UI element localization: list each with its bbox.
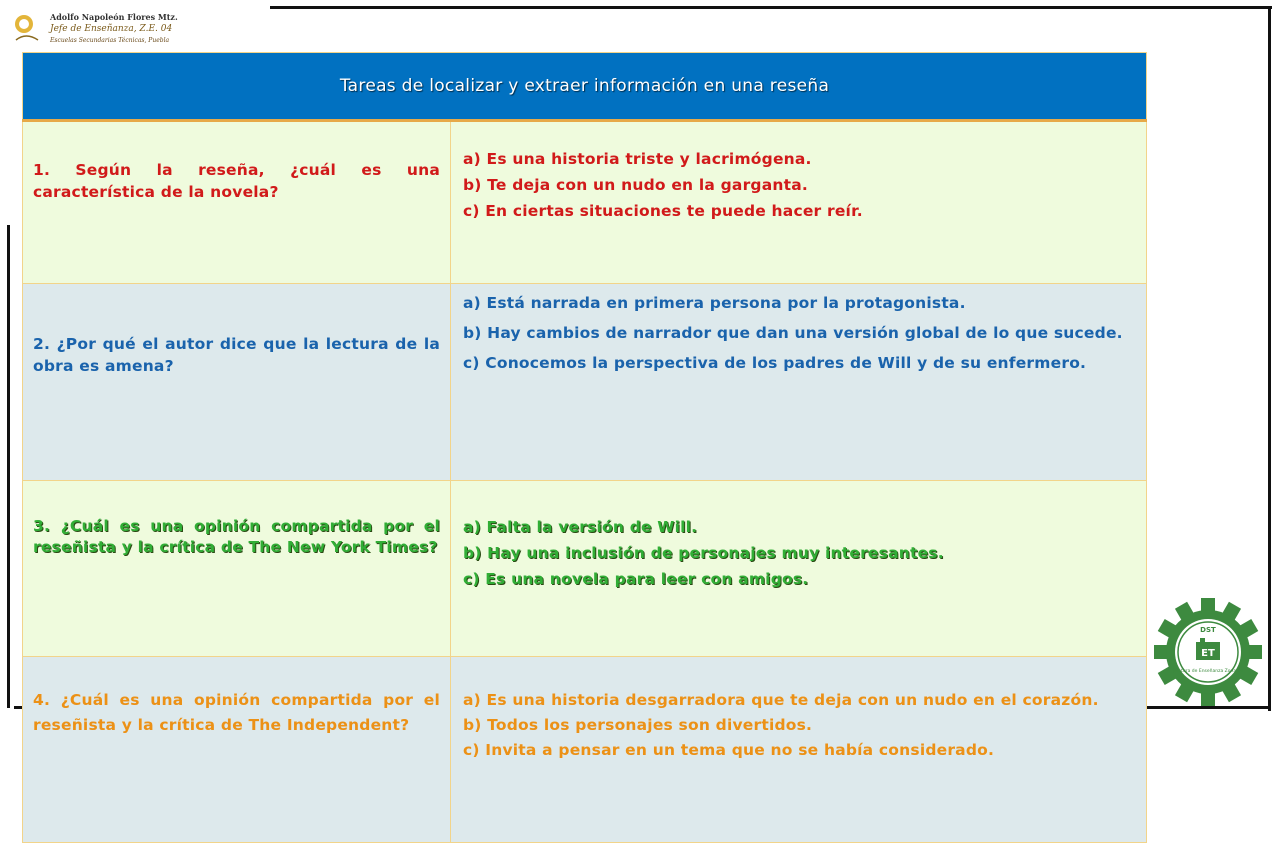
- option-c: c) Conocemos la perspectiva de los padres de Will y de su enfermero.: [463, 354, 1087, 372]
- answers-cell: [451, 121, 1147, 284]
- question-cell: [23, 481, 451, 657]
- gear-logo-icon: [1152, 596, 1264, 708]
- table-row: [23, 121, 1147, 284]
- question-text: 1. Según la reseña, ¿cuál es una característica de la novela?: [33, 161, 440, 201]
- logo-schools: Escuelas Secundarias Técnicas, Puebla: [50, 37, 170, 44]
- option-c: c) Es una novela para leer con amigos.: [463, 570, 809, 588]
- question-cell: [23, 284, 451, 481]
- option-a: a) Es una historia triste y lacrimógena.: [463, 150, 812, 168]
- option-b: b) Hay una inclusión de personajes muy interesantes.: [463, 544, 944, 562]
- option-a: a) Es una historia desgarradora que te deja con un nudo en el corazón.: [463, 691, 1099, 709]
- frame-right-line: [1268, 6, 1271, 711]
- option-b: b) Todos los personajes son divertidos.: [463, 716, 813, 734]
- frame-left-line: [7, 225, 10, 708]
- review-tasks-table: [22, 52, 1147, 843]
- answers-cell: [451, 657, 1147, 843]
- question-text: 2. ¿Por qué el autor dice que la lectura de la obra es amena?: [33, 335, 440, 375]
- table-row: [23, 284, 1147, 481]
- question-cell: [23, 121, 451, 284]
- school-gear-badge: [1152, 596, 1264, 708]
- table-row: [23, 481, 1147, 657]
- option-a: a) Falta la versión de Will.: [463, 518, 698, 536]
- table-header: [23, 53, 1147, 121]
- table-title: Tareas de localizar y extraer información en una reseña: [339, 76, 830, 96]
- badge-top-text: DST: [1200, 626, 1216, 634]
- option-b: b) Te deja con un nudo en la garganta.: [463, 176, 808, 194]
- badge-bottom-text: Jefatura de Enseñanza Zona 04: [1172, 669, 1244, 674]
- logo-name: Adolfo Napoleón Flores Mtz.: [50, 12, 178, 22]
- table-row: [23, 657, 1147, 843]
- author-signature-logo: [12, 10, 178, 48]
- logo-role: Jefe de Enseñanza, Z.E. 04: [50, 24, 173, 34]
- option-c: c) En ciertas situaciones te puede hacer reír.: [463, 202, 863, 220]
- table-header-row: [23, 53, 1147, 121]
- option-c: c) Invita a pensar en un tema que no se había considerado.: [463, 741, 995, 759]
- question-cell: [23, 657, 451, 843]
- question-text: 4. ¿Cuál es una opinión compartida por el reseñista y la crítica de The Independent?: [33, 691, 440, 734]
- answers-cell: [451, 481, 1147, 657]
- option-b: b) Hay cambios de narrador que dan una versión global de lo que sucede.: [463, 324, 1123, 342]
- option-a: a) Está narrada en primera persona por la protagonista.: [463, 294, 966, 312]
- svg-text:ET: ET: [1201, 648, 1215, 659]
- author-monogram-icon: [12, 10, 52, 50]
- question-text: 3. ¿Cuál es una opinión compartida por el reseñista y la crítica de The New York Times?: [33, 517, 440, 556]
- answers-cell: [451, 284, 1147, 481]
- frame-top-line: [270, 6, 1272, 9]
